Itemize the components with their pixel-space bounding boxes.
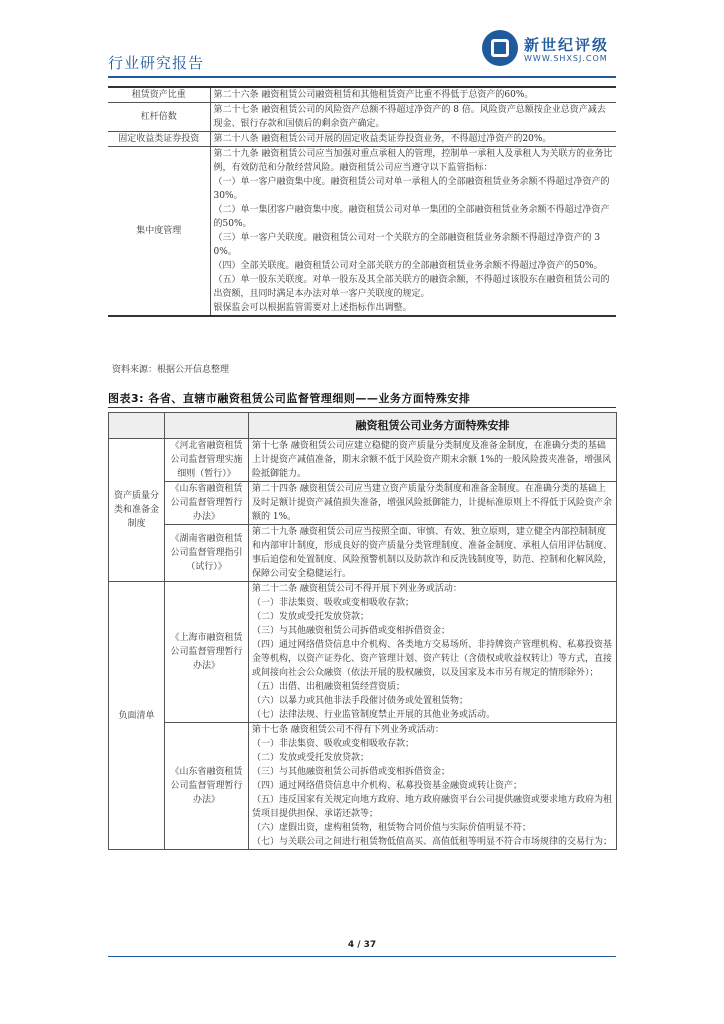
table-row	[108, 87, 616, 103]
content-line: （一）非法集资、吸收或变相吸收存款；	[252, 598, 415, 608]
row-content: 第二十六条 融资租赁公司融资租赁和其他租赁资产比重不得低于总资产的60%。	[210, 87, 616, 103]
category-cell: 资产质量分类和准备金制度	[109, 439, 165, 582]
content-line: （一）非法集资、吸收或变相吸收存款；	[252, 739, 415, 749]
company-logo	[482, 28, 616, 72]
page-header	[108, 22, 616, 82]
content-line: （三）与其他融资租赁公司拆借或变相拆借资金；	[252, 767, 451, 777]
content-line: 第十七条 融资租赁公司不得有下列业务或活动：	[252, 725, 444, 735]
content-line: （七）法律法规、行业监管制度禁止开展的其他业务或活动。	[252, 710, 496, 720]
logo-name: 新世纪评级	[524, 36, 610, 54]
source-note: 资料来源：根据公开信息整理	[112, 365, 230, 375]
row-label: 杠杆倍数	[108, 103, 210, 132]
content-cell: 第十七条 融资租赁公司应建立稳健的资产质量分类制度及准备金制度，在准确分类的基础上计提资产减值准备，期末余额不低于风险资产期末余额 1%的一般风险拨夹准备，增强风险抵御能力。	[249, 439, 617, 482]
content-line: （三）与其他融资租赁公司拆借或变相拆借资金；	[252, 626, 451, 636]
category-cell: 负面清单	[109, 582, 165, 850]
table-row	[109, 482, 617, 525]
table-row	[109, 439, 617, 482]
row-content: 第二十七条 融资租赁公司的风险资产总额不得超过净资产的 8 倍。风险资产总额按企业总资产减去现金、银行存款和国债后的剩余资产确定。	[210, 103, 616, 132]
row-label: 集中度管理	[108, 147, 210, 317]
report-title: 行业研究报告	[108, 54, 205, 72]
content-line: （五）单一股东关联度。对单一股东及其全部关联方的融资余额，不得超过该股东在融资租赁公司的出资额，且同时满足本办法对单一客户关联度的规定。	[213, 275, 610, 299]
content-cell: 第二十九条 融资租赁公司应当按照全面、审慎、有效、独立原则，建立健全内部控制制度和内部审计制度，形成良好的资产质量分类管理制度、准备金制度、承租人信用评估制度、事后追偿和处置制度、风险预警机制以及防款诈和反洗钱制度等，防范、控制和化解风险，保障公司安全稳健运行。	[249, 525, 617, 582]
table-row	[108, 147, 616, 317]
content-line: （一）单一客户融资集中度。融资租赁公司对单一承租人的全部融资租赁业务余额不得超过净资产的 30%。	[213, 177, 610, 201]
content-cell	[249, 723, 617, 850]
row-content: 第二十八条 融资租赁公司开展的固定收益类证券投资业务，不得超过净资产的20%。	[210, 132, 616, 147]
content-line: （五）出借、出租融资租赁经营资质；	[252, 682, 406, 692]
table-header-row	[109, 413, 617, 439]
source-cell: 《山东省融资租赁公司监督管理暂行办法》	[165, 723, 249, 850]
content-line: （六）虚假出资，虚构租赁物，租赁物合同价值与实际价值明显不符；	[252, 823, 532, 833]
page-number: 4 / 37	[347, 940, 377, 950]
content-line: （二）发放或受托发放贷款；	[252, 753, 370, 763]
header-blank	[109, 413, 165, 439]
footer-divider	[108, 956, 616, 957]
logo-url: WWW.SHXSJ.COM	[524, 54, 608, 63]
content-line: （二）发放或受托发放贷款；	[252, 612, 370, 622]
content-line: （三）单一客户关联度。融资租赁公司对一个关联方的全部融资租赁业务余额不得超过净资产的 30%。	[213, 233, 601, 257]
source-cell: 《山东省融资租赁公司监督管理暂行办法》	[165, 482, 249, 525]
row-content	[210, 147, 616, 317]
table-row	[109, 723, 617, 850]
table-header: 融资租赁公司业务方面特殊安排	[249, 413, 617, 439]
figure-title: 图表3: 各省、直辖市融资租赁公司监督管理细则——业务方面特殊安排	[108, 392, 471, 405]
content-cell	[249, 582, 617, 723]
content-line: （五）违反国家有关规定向地方政府、地方政府融资平台公司提供融资或要求地方政府为租赁项目提供担保、承诺还款等；	[252, 795, 613, 819]
provincial-rules-table	[108, 412, 617, 850]
table-row	[108, 132, 616, 147]
source-cell: 《河北省融资租赁公司监督管理实施细则（暂行）》	[165, 439, 249, 482]
content-line: （二）单一集团客户融资集中度。融资租赁公司对单一集团的全部融资租赁业务余额不得超过净资产的50%。	[213, 205, 610, 229]
figure-title-divider	[108, 407, 616, 408]
content-line: 银保监会可以根据监管需要对上述指标作出调整。	[213, 303, 412, 313]
table-row	[109, 582, 617, 723]
table-row	[109, 525, 617, 582]
content-cell: 第二十四条 融资租赁公司应当建立资产质量分类制度和准备金制度。在准确分类的基础上及时足额计提资产减值损失准备，增强风险抵御能力，计提标准原则上不得低于风险资产余额的 1%。	[249, 482, 617, 525]
regulatory-indicator-table	[108, 86, 616, 317]
header-divider	[108, 76, 616, 78]
row-label: 固定收益类证券投资	[108, 132, 210, 147]
content-line: （四）通过网络借贷信息中介机构、私募投资基金融资或转让资产；	[252, 781, 523, 791]
content-line: （六）以暴力或其他非法手段催讨债务或处置租赁物；	[252, 696, 469, 706]
content-line: 第二十九条 融资租赁公司应当加强对重点承租人的管理，控制单一承租人及承租人为关联方的业务比例，有效防范和分散经营风险。融资租赁公司应当遵守以下监管指标：	[213, 149, 613, 173]
table-row	[108, 103, 616, 132]
content-line: 第二十二条 融资租赁公司不得开展下列业务或活动：	[252, 584, 462, 594]
header-blank	[165, 413, 249, 439]
source-cell: 《上海市融资租赁公司监督管理暂行办法》	[165, 582, 249, 723]
logo-icon	[482, 30, 518, 66]
content-line: （四）全部关联度。融资租赁公司对全部关联方的全部融资租赁业务余额不得超过净资产的50%。	[213, 261, 603, 271]
content-line: （七）与关联公司之间进行租赁物低值高买、高值低租等明显不符合市场规律的交易行为；	[252, 837, 613, 847]
row-label: 租赁资产比重	[108, 87, 210, 103]
source-cell: 《湖南省融资租赁公司监督管理指引（试行）》	[165, 525, 249, 582]
content-line: （四）通过网络借贷信息中介机构、各类地方交易场所、非持牌资产管理机构、私募投资基金等机构，以资产证券化、资产管理计划、资产转让（含债权或收益权转让）等方式，直接或间接向社会公众融资（依法开展的股权融资，以及国家及本市另有规定的情形除外）；	[252, 640, 613, 678]
